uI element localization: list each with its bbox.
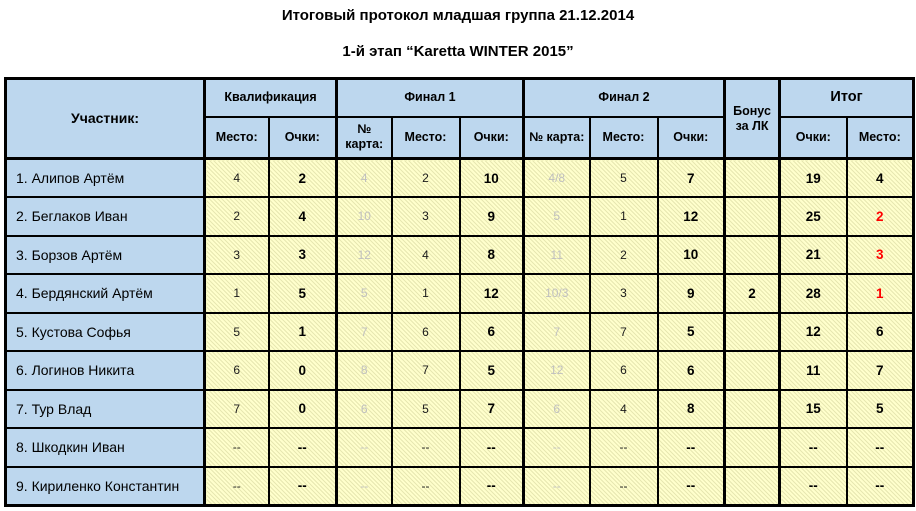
final2-place: -- <box>590 428 658 467</box>
bonus-points <box>725 390 780 429</box>
total-points: 12 <box>780 313 847 352</box>
total-points: 15 <box>780 390 847 429</box>
final1-kart-number: 4 <box>337 159 392 198</box>
column-group-final1: Финал 1 <box>337 79 524 117</box>
bonus-points <box>725 313 780 352</box>
total-points: 28 <box>780 274 847 313</box>
bonus-points <box>725 428 780 467</box>
final2-points: 7 <box>658 159 725 198</box>
final2-place: 2 <box>590 236 658 275</box>
table-header <box>6 79 914 159</box>
qual-place: 2 <box>205 197 269 236</box>
final1-place: 5 <box>392 390 460 429</box>
final2-kart-number: 12 <box>524 351 590 390</box>
bonus-points <box>725 351 780 390</box>
total-points: 19 <box>780 159 847 198</box>
column-header-final1-points: Очки: <box>460 117 524 159</box>
participant-name: 4. Бердянский Артём <box>6 274 205 313</box>
total-place: -- <box>847 467 914 506</box>
bonus-points <box>725 197 780 236</box>
total-points: 25 <box>780 197 847 236</box>
final1-points: 5 <box>460 351 524 390</box>
column-header-total-points: Очки: <box>780 117 847 159</box>
final2-kart-number: -- <box>524 428 590 467</box>
final1-place: 4 <box>392 236 460 275</box>
column-header-final2-place: Место: <box>590 117 658 159</box>
final1-place: 2 <box>392 159 460 198</box>
final2-kart-number: -- <box>524 467 590 506</box>
total-place: 4 <box>847 159 914 198</box>
final1-kart-number: 8 <box>337 351 392 390</box>
qual-points: 4 <box>269 197 337 236</box>
final2-points: -- <box>658 428 725 467</box>
total-place: -- <box>847 428 914 467</box>
participant-name: 5. Кустова Софья <box>6 313 205 352</box>
participant-name: 3. Борзов Артём <box>6 236 205 275</box>
qual-place: 1 <box>205 274 269 313</box>
final1-points: 7 <box>460 390 524 429</box>
final2-place: -- <box>590 467 658 506</box>
qual-points: 2 <box>269 159 337 198</box>
final1-kart-number: 7 <box>337 313 392 352</box>
final2-place: 3 <box>590 274 658 313</box>
final1-kart-number: 12 <box>337 236 392 275</box>
final1-kart-number: 6 <box>337 390 392 429</box>
qual-points: 1 <box>269 313 337 352</box>
qual-place: 3 <box>205 236 269 275</box>
final1-kart-number: -- <box>337 467 392 506</box>
final1-points: -- <box>460 467 524 506</box>
final2-place: 7 <box>590 313 658 352</box>
table-row <box>6 236 914 275</box>
column-header-qual-place: Место: <box>205 117 269 159</box>
final1-points: 9 <box>460 197 524 236</box>
total-points: 21 <box>780 236 847 275</box>
bonus-points <box>725 236 780 275</box>
qual-place: 6 <box>205 351 269 390</box>
final2-points: -- <box>658 467 725 506</box>
final2-kart-number: 10/3 <box>524 274 590 313</box>
final1-points: -- <box>460 428 524 467</box>
final1-place: -- <box>392 467 460 506</box>
final2-points: 8 <box>658 390 725 429</box>
final2-place: 4 <box>590 390 658 429</box>
final2-place: 6 <box>590 351 658 390</box>
total-place: 5 <box>847 390 914 429</box>
table-row <box>6 313 914 352</box>
column-header-total-place: Место: <box>847 117 914 159</box>
qual-points: -- <box>269 467 337 506</box>
final1-points: 8 <box>460 236 524 275</box>
participant-name: 2. Беглаков Иван <box>6 197 205 236</box>
column-header-participant: Участник: <box>6 79 205 159</box>
column-header-final2-points: Очки: <box>658 117 725 159</box>
participant-name: 1. Алипов Артём <box>6 159 205 198</box>
qual-points: 0 <box>269 351 337 390</box>
total-place: 6 <box>847 313 914 352</box>
participant-name: 9. Кириленко Константин <box>6 467 205 506</box>
column-header-bonus: Бонус за ЛК <box>725 79 780 159</box>
table-row <box>6 197 914 236</box>
qual-place: 4 <box>205 159 269 198</box>
qual-place: 5 <box>205 313 269 352</box>
final1-points: 10 <box>460 159 524 198</box>
page-subtitle: 1-й этап “Karetta WINTER 2015” <box>342 43 574 60</box>
bonus-points <box>725 159 780 198</box>
table-row <box>6 159 914 198</box>
column-header-final1-kart: № карта: <box>337 117 392 159</box>
final2-points: 10 <box>658 236 725 275</box>
total-place: 2 <box>847 197 914 236</box>
column-group-final2: Финал 2 <box>524 79 725 117</box>
qual-place: -- <box>205 467 269 506</box>
results-table-body <box>6 159 914 506</box>
table-row <box>6 274 914 313</box>
final2-kart-number: 11 <box>524 236 590 275</box>
final1-place: 3 <box>392 197 460 236</box>
final2-points: 12 <box>658 197 725 236</box>
qual-points: 0 <box>269 390 337 429</box>
final2-points: 5 <box>658 313 725 352</box>
table-row <box>6 428 914 467</box>
final1-place: 6 <box>392 313 460 352</box>
results-table <box>4 77 915 507</box>
total-place: 3 <box>847 236 914 275</box>
qual-points: 3 <box>269 236 337 275</box>
table-row <box>6 467 914 506</box>
qual-points: 5 <box>269 274 337 313</box>
column-group-total: Итог <box>780 79 914 117</box>
participant-name: 7. Тур Влад <box>6 390 205 429</box>
final1-kart-number: 5 <box>337 274 392 313</box>
final2-kart-number: 7 <box>524 313 590 352</box>
participant-name: 6. Логинов Никита <box>6 351 205 390</box>
bonus-points <box>725 467 780 506</box>
column-header-qual-points: Очки: <box>269 117 337 159</box>
final2-points: 9 <box>658 274 725 313</box>
final2-kart-number: 5 <box>524 197 590 236</box>
bonus-points: 2 <box>725 274 780 313</box>
final1-place: 1 <box>392 274 460 313</box>
total-points: -- <box>780 428 847 467</box>
final1-kart-number: -- <box>337 428 392 467</box>
table-row <box>6 390 914 429</box>
final2-place: 5 <box>590 159 658 198</box>
final1-points: 6 <box>460 313 524 352</box>
final2-kart-number: 6 <box>524 390 590 429</box>
page-title: Итоговый протокол младшая группа 21.12.2014 <box>281 7 635 24</box>
total-place: 1 <box>847 274 914 313</box>
total-points: 11 <box>780 351 847 390</box>
final2-place: 1 <box>590 197 658 236</box>
final2-points: 6 <box>658 351 725 390</box>
final1-place: -- <box>392 428 460 467</box>
final1-place: 7 <box>392 351 460 390</box>
column-group-qualification: Квалификация <box>205 79 337 117</box>
total-place: 7 <box>847 351 914 390</box>
final1-kart-number: 10 <box>337 197 392 236</box>
column-header-final1-place: Место: <box>392 117 460 159</box>
final2-kart-number: 4/8 <box>524 159 590 198</box>
qual-points: -- <box>269 428 337 467</box>
final1-points: 12 <box>460 274 524 313</box>
qual-place: -- <box>205 428 269 467</box>
total-points: -- <box>780 467 847 506</box>
table-row <box>6 351 914 390</box>
participant-name: 8. Шкодкин Иван <box>6 428 205 467</box>
column-header-final2-kart: № карта: <box>524 117 590 159</box>
qual-place: 7 <box>205 390 269 429</box>
